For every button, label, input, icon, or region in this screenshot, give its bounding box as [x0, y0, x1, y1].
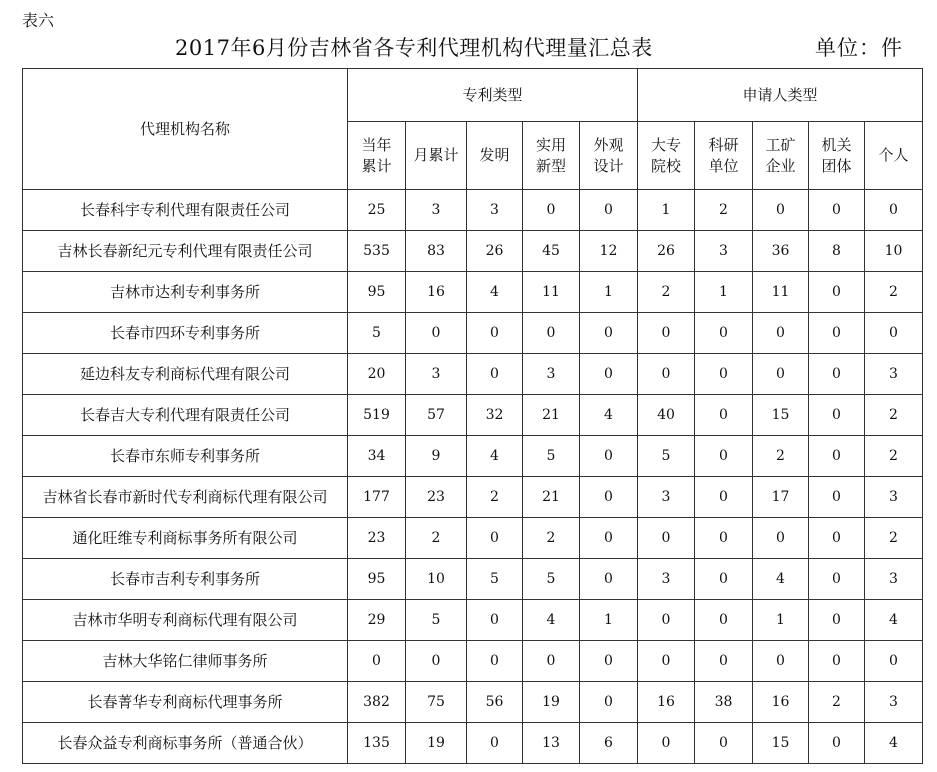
- count-cell: 10: [865, 231, 923, 272]
- count-cell: 0: [865, 190, 923, 231]
- column-header-line: 当年: [361, 135, 392, 154]
- count-cell: 0: [809, 436, 865, 477]
- count-cell: 0: [695, 436, 753, 477]
- count-cell: 2: [865, 272, 923, 313]
- agency-name-cell: 长春吉大专利代理有限责任公司: [23, 395, 348, 436]
- count-cell: 382: [348, 682, 406, 723]
- agency-name-cell: 长春市四环专利事务所: [23, 313, 348, 354]
- count-cell: 26: [467, 231, 523, 272]
- agency-name-cell: 吉林省长春市新时代专利商标代理有限公司: [23, 477, 348, 518]
- count-cell: 0: [809, 559, 865, 600]
- count-cell: 5: [467, 559, 523, 600]
- count-cell: 0: [523, 641, 580, 682]
- column-header-line: 院校: [650, 156, 681, 175]
- count-cell: 32: [467, 395, 523, 436]
- count-cell: 5: [523, 559, 580, 600]
- count-cell: 0: [695, 354, 753, 395]
- count-cell: 0: [695, 518, 753, 559]
- column-header-line: 机关: [821, 135, 852, 154]
- count-cell: 1: [580, 600, 638, 641]
- count-cell: 0: [580, 190, 638, 231]
- count-cell: 10: [406, 559, 467, 600]
- count-cell: 0: [467, 518, 523, 559]
- count-cell: 3: [467, 190, 523, 231]
- count-cell: 56: [467, 682, 523, 723]
- table-row: [23, 436, 923, 477]
- count-cell: 0: [406, 313, 467, 354]
- count-cell: 0: [809, 641, 865, 682]
- count-cell: 0: [638, 641, 695, 682]
- count-cell: 45: [523, 231, 580, 272]
- count-cell: 9: [406, 436, 467, 477]
- count-cell: 4: [865, 600, 923, 641]
- count-cell: 0: [467, 600, 523, 641]
- count-cell: 83: [406, 231, 467, 272]
- count-cell: 0: [809, 600, 865, 641]
- agency-name-cell: 吉林大华铭仁律师事务所: [23, 641, 348, 682]
- count-cell: 0: [523, 190, 580, 231]
- column-header-line: 设计: [593, 156, 624, 175]
- count-cell: 177: [348, 477, 406, 518]
- column-header-line: 累计: [361, 156, 392, 175]
- column-header: [753, 122, 809, 190]
- table-row: [23, 272, 923, 313]
- agency-name-cell: 长春菁华专利商标代理事务所: [23, 682, 348, 723]
- count-cell: 6: [580, 723, 638, 764]
- count-cell: 3: [865, 477, 923, 518]
- count-cell: 0: [865, 313, 923, 354]
- count-cell: 4: [467, 436, 523, 477]
- count-cell: 135: [348, 723, 406, 764]
- count-cell: 0: [467, 313, 523, 354]
- count-cell: 0: [638, 518, 695, 559]
- table-row: [23, 231, 923, 272]
- count-cell: 0: [348, 641, 406, 682]
- count-cell: 0: [695, 600, 753, 641]
- applicant-type-header: 申请人类型: [638, 69, 923, 122]
- count-cell: 3: [695, 231, 753, 272]
- count-cell: 21: [523, 477, 580, 518]
- patent-type-header: 专利类型: [348, 69, 638, 122]
- count-cell: 3: [865, 559, 923, 600]
- count-cell: 0: [695, 313, 753, 354]
- count-cell: 0: [467, 723, 523, 764]
- count-cell: 34: [348, 436, 406, 477]
- column-header: [865, 122, 923, 190]
- count-cell: 20: [348, 354, 406, 395]
- count-cell: 5: [523, 436, 580, 477]
- count-cell: 0: [580, 559, 638, 600]
- count-cell: 2: [809, 682, 865, 723]
- count-cell: 519: [348, 395, 406, 436]
- count-cell: 3: [865, 354, 923, 395]
- table-label: 表六: [22, 11, 55, 30]
- count-cell: 0: [753, 190, 809, 231]
- column-header-line: 新型: [535, 156, 566, 175]
- count-cell: 0: [809, 313, 865, 354]
- count-cell: 4: [865, 723, 923, 764]
- count-cell: 4: [523, 600, 580, 641]
- count-cell: 3: [406, 354, 467, 395]
- count-cell: 0: [467, 354, 523, 395]
- count-cell: 95: [348, 272, 406, 313]
- count-cell: 13: [523, 723, 580, 764]
- count-cell: 0: [809, 354, 865, 395]
- count-cell: 2: [865, 436, 923, 477]
- column-header-line: 月累计: [413, 146, 459, 164]
- count-cell: 0: [809, 477, 865, 518]
- count-cell: 3: [638, 477, 695, 518]
- count-cell: 29: [348, 600, 406, 641]
- count-cell: 0: [638, 723, 695, 764]
- count-cell: 0: [580, 682, 638, 723]
- unit-label: 单位：件: [815, 36, 903, 60]
- count-cell: 5: [638, 436, 695, 477]
- count-cell: 0: [638, 354, 695, 395]
- table-row: [23, 354, 923, 395]
- count-cell: 21: [523, 395, 580, 436]
- count-cell: 0: [580, 477, 638, 518]
- count-cell: 12: [580, 231, 638, 272]
- column-header: [467, 122, 523, 190]
- count-cell: 0: [809, 518, 865, 559]
- count-cell: 16: [638, 682, 695, 723]
- count-cell: 25: [348, 190, 406, 231]
- count-cell: 2: [523, 518, 580, 559]
- summary-table: [22, 68, 923, 764]
- count-cell: 40: [638, 395, 695, 436]
- column-header-line: 个人: [878, 146, 909, 164]
- count-cell: 0: [406, 641, 467, 682]
- count-cell: 0: [467, 641, 523, 682]
- count-cell: 2: [695, 190, 753, 231]
- table-row: [23, 600, 923, 641]
- count-cell: 0: [695, 641, 753, 682]
- table-row: [23, 641, 923, 682]
- count-cell: 0: [638, 313, 695, 354]
- count-cell: 95: [348, 559, 406, 600]
- count-cell: 2: [467, 477, 523, 518]
- agency-name-cell: 长春众益专利商标事务所（普通合伙）: [23, 723, 348, 764]
- count-cell: 0: [809, 272, 865, 313]
- agency-name-cell: 吉林长春新纪元专利代理有限责任公司: [23, 231, 348, 272]
- column-header: [809, 122, 865, 190]
- count-cell: 0: [580, 518, 638, 559]
- table-row: [23, 559, 923, 600]
- count-cell: 0: [695, 559, 753, 600]
- column-header-line: 外观: [593, 135, 624, 154]
- count-cell: 19: [406, 723, 467, 764]
- count-cell: 8: [809, 231, 865, 272]
- document-title: 2017年6月份吉林省各专利代理机构代理量汇总表: [175, 36, 653, 60]
- count-cell: 0: [753, 641, 809, 682]
- column-header: [348, 122, 406, 190]
- column-header-line: 工矿: [765, 135, 796, 154]
- column-header: [523, 122, 580, 190]
- count-cell: 3: [523, 354, 580, 395]
- count-cell: 2: [865, 518, 923, 559]
- agency-name-cell: 长春市吉利专利事务所: [23, 559, 348, 600]
- count-cell: 3: [865, 682, 923, 723]
- agency-name-cell: 吉林市达利专利事务所: [23, 272, 348, 313]
- table-row: [23, 395, 923, 436]
- count-cell: 0: [753, 354, 809, 395]
- count-cell: 5: [348, 313, 406, 354]
- agency-name-cell: 长春科宇专利代理有限责任公司: [23, 190, 348, 231]
- count-cell: 11: [523, 272, 580, 313]
- count-cell: 23: [348, 518, 406, 559]
- column-header: [406, 122, 467, 190]
- count-cell: 0: [753, 518, 809, 559]
- count-cell: 19: [523, 682, 580, 723]
- count-cell: 57: [406, 395, 467, 436]
- column-header: [580, 122, 638, 190]
- count-cell: 38: [695, 682, 753, 723]
- count-cell: 15: [753, 723, 809, 764]
- table-row: [23, 313, 923, 354]
- count-cell: 36: [753, 231, 809, 272]
- agency-name-cell: 通化旺维专利商标事务所有限公司: [23, 518, 348, 559]
- agency-name-header: 代理机构名称: [23, 69, 348, 190]
- column-header-line: 发明: [479, 146, 510, 164]
- agency-name-cell: 吉林市华明专利商标代理有限公司: [23, 600, 348, 641]
- table-row: [23, 518, 923, 559]
- count-cell: 0: [695, 395, 753, 436]
- count-cell: 0: [523, 313, 580, 354]
- count-cell: 0: [809, 190, 865, 231]
- column-header-line: 单位: [708, 156, 739, 175]
- count-cell: 1: [753, 600, 809, 641]
- count-cell: 3: [638, 559, 695, 600]
- count-cell: 0: [753, 313, 809, 354]
- count-cell: 3: [406, 190, 467, 231]
- count-cell: 16: [406, 272, 467, 313]
- column-header-line: 大专: [650, 135, 681, 154]
- table-row: [23, 723, 923, 764]
- count-cell: 5: [406, 600, 467, 641]
- count-cell: 2: [406, 518, 467, 559]
- count-cell: 0: [865, 641, 923, 682]
- count-cell: 0: [809, 395, 865, 436]
- column-header-line: 企业: [765, 156, 796, 175]
- count-cell: 15: [753, 395, 809, 436]
- column-header-line: 团体: [821, 156, 852, 175]
- count-cell: 4: [467, 272, 523, 313]
- count-cell: 0: [695, 477, 753, 518]
- count-cell: 2: [638, 272, 695, 313]
- count-cell: 2: [753, 436, 809, 477]
- agency-name-cell: 长春市东师专利事务所: [23, 436, 348, 477]
- count-cell: 16: [753, 682, 809, 723]
- count-cell: 0: [638, 600, 695, 641]
- count-cell: 0: [580, 354, 638, 395]
- count-cell: 0: [580, 641, 638, 682]
- table-row: [23, 477, 923, 518]
- column-header-line: 实用: [535, 135, 566, 154]
- count-cell: 26: [638, 231, 695, 272]
- count-cell: 4: [753, 559, 809, 600]
- count-cell: 0: [580, 436, 638, 477]
- count-cell: 1: [638, 190, 695, 231]
- count-cell: 0: [580, 313, 638, 354]
- count-cell: 23: [406, 477, 467, 518]
- count-cell: 1: [695, 272, 753, 313]
- count-cell: 0: [695, 723, 753, 764]
- count-cell: 2: [865, 395, 923, 436]
- table-row: [23, 682, 923, 723]
- count-cell: 4: [580, 395, 638, 436]
- column-header-line: 科研: [708, 135, 739, 154]
- count-cell: 1: [580, 272, 638, 313]
- table-row: [23, 190, 923, 231]
- count-cell: 75: [406, 682, 467, 723]
- column-header: [638, 122, 695, 190]
- count-cell: 0: [809, 723, 865, 764]
- count-cell: 535: [348, 231, 406, 272]
- count-cell: 11: [753, 272, 809, 313]
- column-header: [695, 122, 753, 190]
- count-cell: 17: [753, 477, 809, 518]
- agency-name-cell: 延边科友专利商标代理有限公司: [23, 354, 348, 395]
